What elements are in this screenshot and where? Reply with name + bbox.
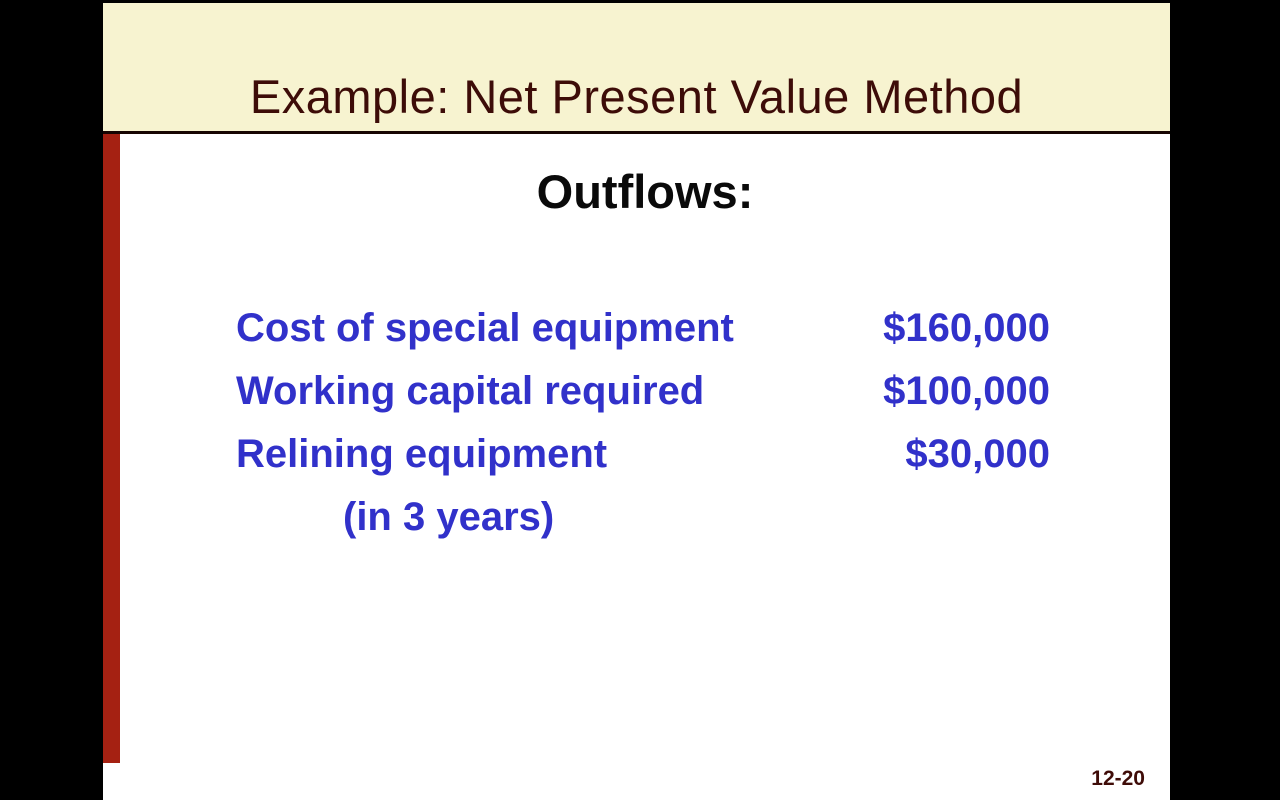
- slide: [103, 3, 1170, 800]
- list-item: [236, 486, 1050, 549]
- item-amount: $30,000: [905, 432, 1050, 476]
- outflows-heading: Outflows:: [536, 165, 754, 218]
- item-amount: $160,000: [883, 306, 1050, 350]
- item-label: Working capital required: [236, 369, 705, 413]
- slide-header: [103, 3, 1170, 134]
- list-item: [236, 360, 1050, 423]
- list-item: [236, 297, 1050, 360]
- item-label: Cost of special equipment: [236, 306, 734, 350]
- slide-title: Example: Net Present Value Method: [249, 70, 1024, 123]
- item-label: (in 3 years): [343, 495, 555, 539]
- item-label: Relining equipment: [236, 432, 608, 476]
- outflows-list: [236, 297, 1050, 549]
- list-item: [236, 423, 1050, 486]
- item-amount: $100,000: [883, 369, 1050, 413]
- slide-content: [120, 134, 1170, 800]
- left-accent-bar: [103, 134, 120, 763]
- page-number: 12-20: [1091, 767, 1145, 790]
